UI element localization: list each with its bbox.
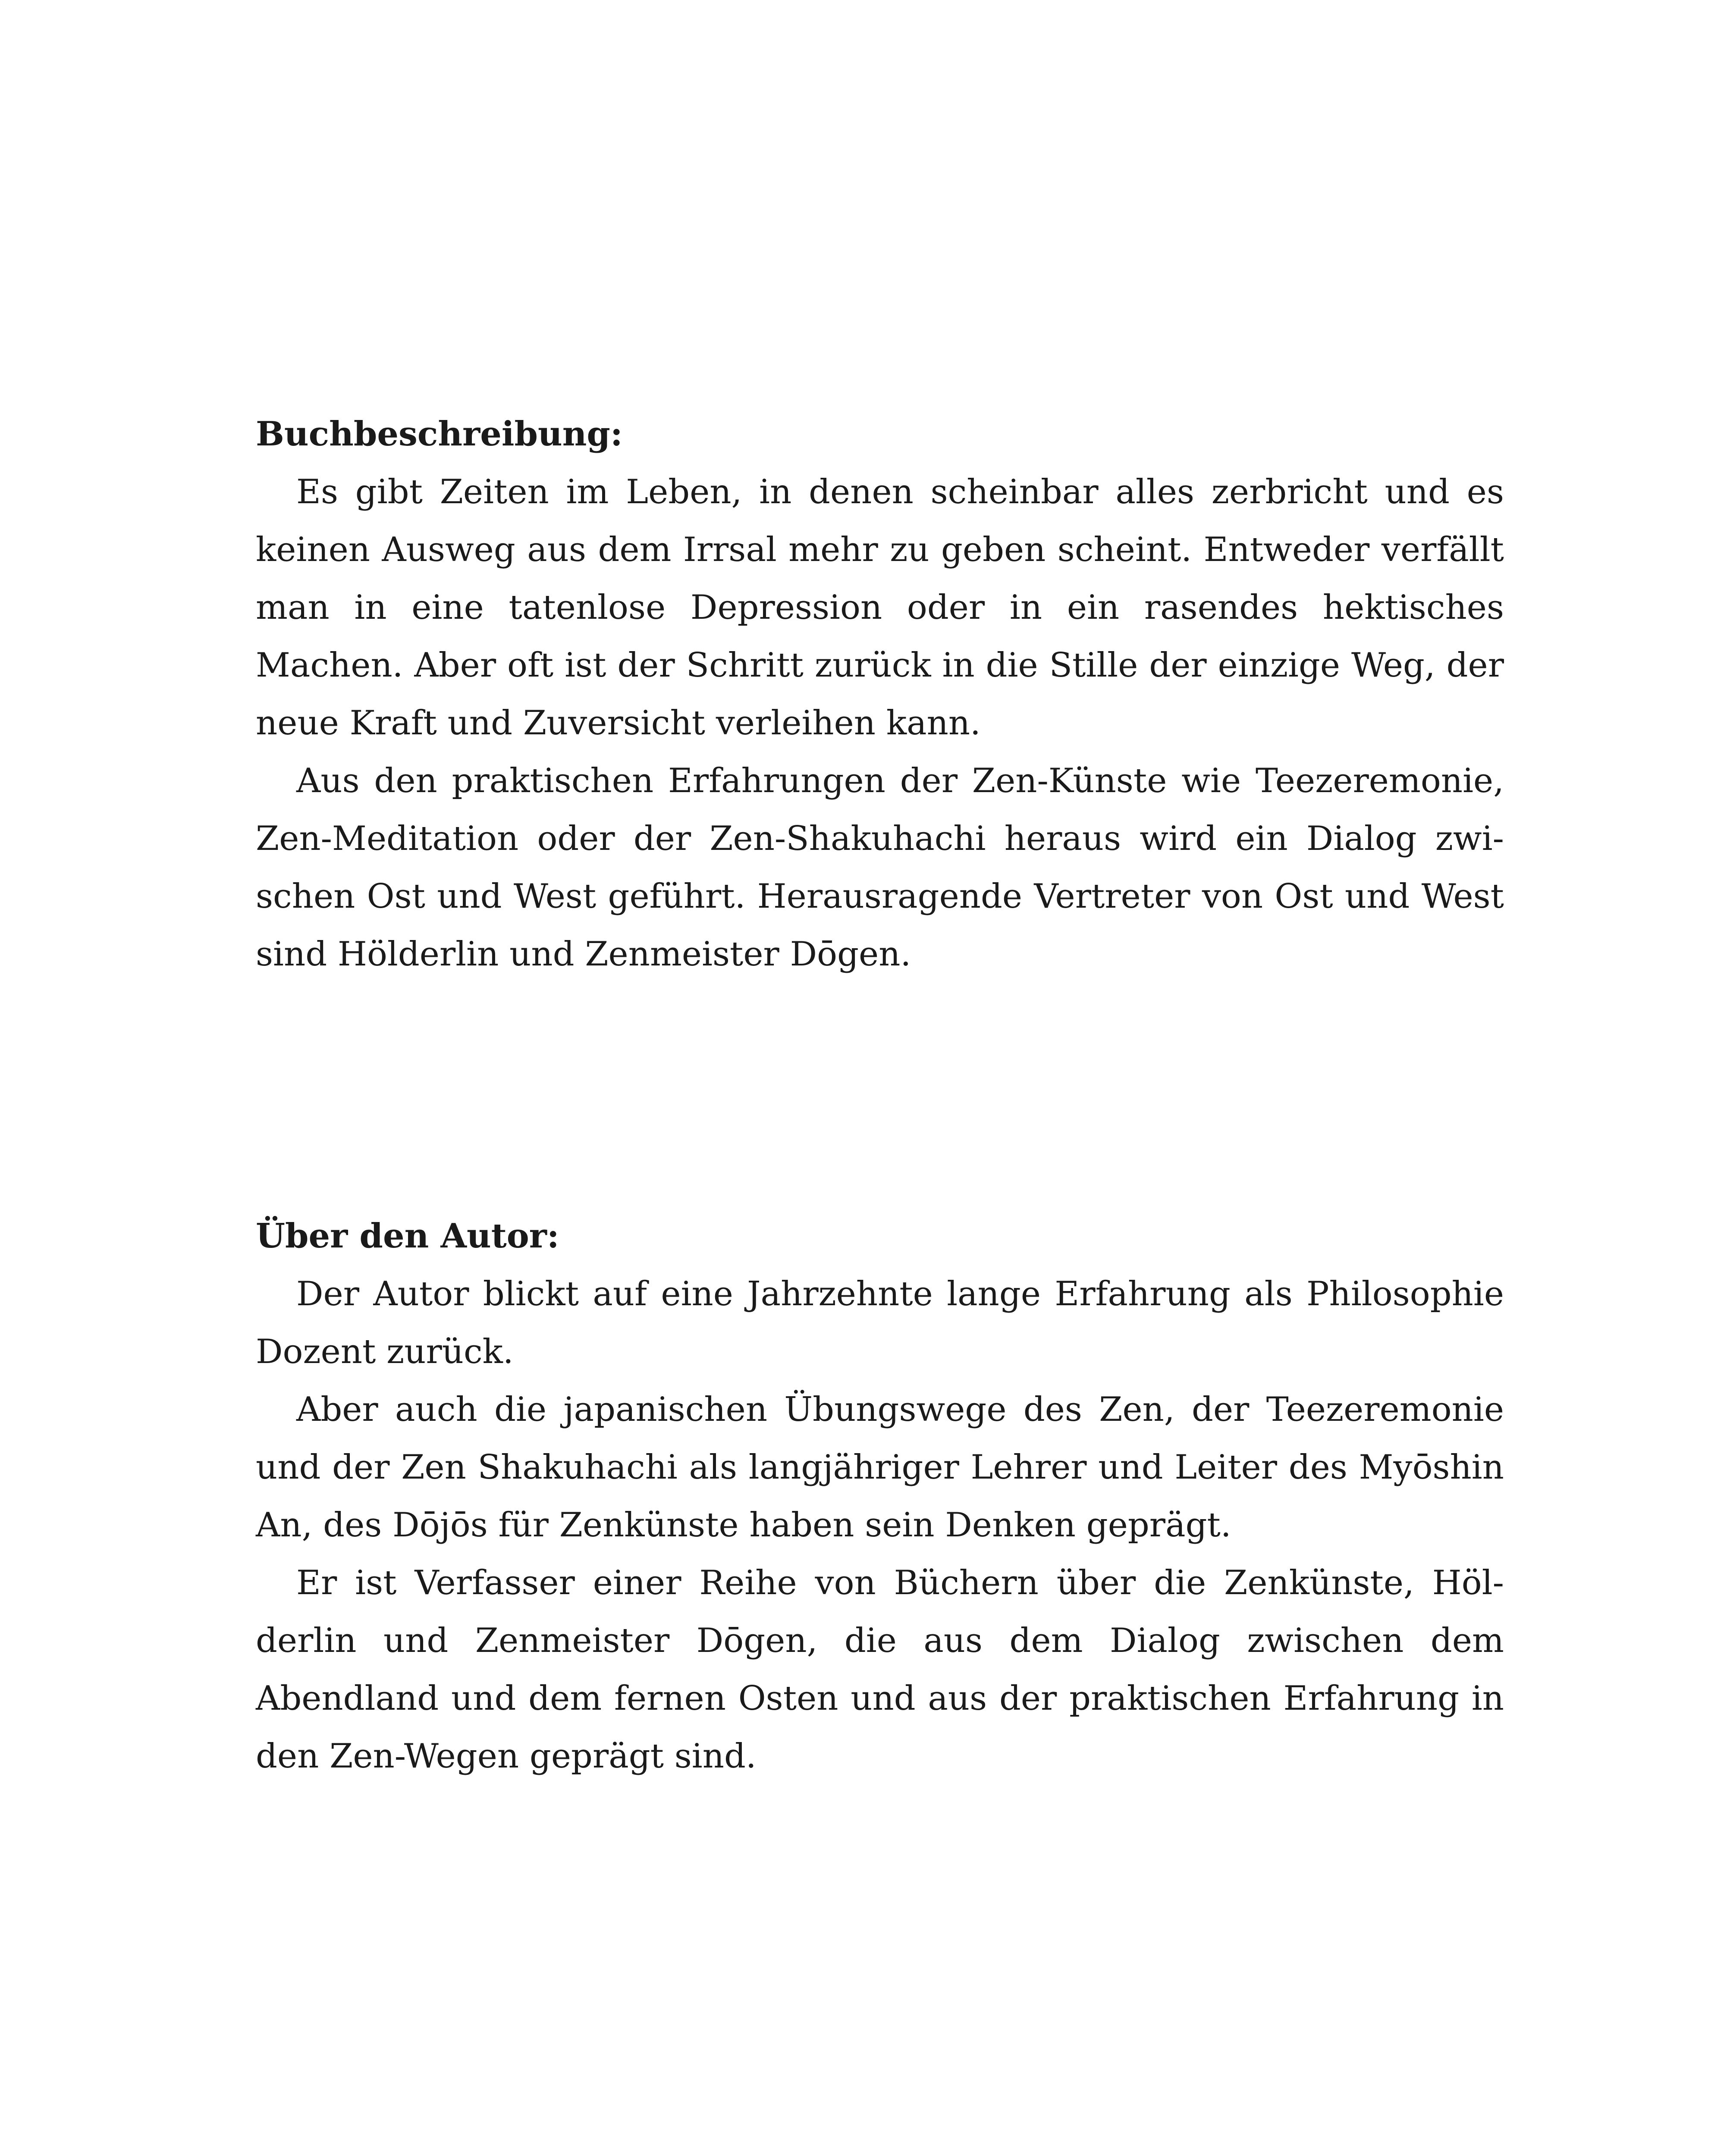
about-author-paragraph-2: Aber auch die japanischen Übungswege des Zen, der Teezeremonie und der Zen Shakuhachi als langjähriger Lehrer und Leiter des Myōshin An, des Dōjōs für Zenkünste haben sein Denken geprägt. xyxy=(256,1390,1504,1545)
book-description-section xyxy=(256,405,1504,983)
about-author-heading: Über den Autor: xyxy=(256,1216,559,1256)
book-description-paragraph-2: Aus den praktischen Erfahrungen der Zen-Künste wie Teezeremonie, Zen-Meditation oder der Zen-Shakuhachi heraus wird ein Dialog zwischen Ost und West geführt. Herausragende Vertreter von Ost und West sind Hölderlin und Zenmeister Dōgen. xyxy=(256,761,1504,974)
book-description-paragraph-1: Es gibt Zeiten im Leben, in denen scheinbar alles zerbricht und es keinen Ausweg aus dem Irrsal mehr zu geben scheint. Entweder verfällt man in eine tatenlose Depression oder in ein rasendes hektisches Machen. Aber oft ist der Schritt zurück in die Stille der einzige Weg, der neue Kraft und Zuversicht verleihen kann. xyxy=(256,473,1504,743)
book-description-heading: Buchbeschreibung: xyxy=(256,414,623,454)
about-author-section xyxy=(256,1207,1504,1785)
about-author-paragraph-1: Der Autor blickt auf eine Jahrzehnte lange Erfahrung als Philosophie Dozent zurück. xyxy=(256,1275,1504,1371)
about-author-paragraph-3: Er ist Verfasser einer Reihe von Büchern über die Zenkünste, Hölderlin und Zenmeister Dōgen, die aus dem Dialog zwischen dem Abendland und dem fernen Osten und aus der praktischen Erfahrung in den Zen-Wegen geprägt sind. xyxy=(256,1564,1504,1776)
